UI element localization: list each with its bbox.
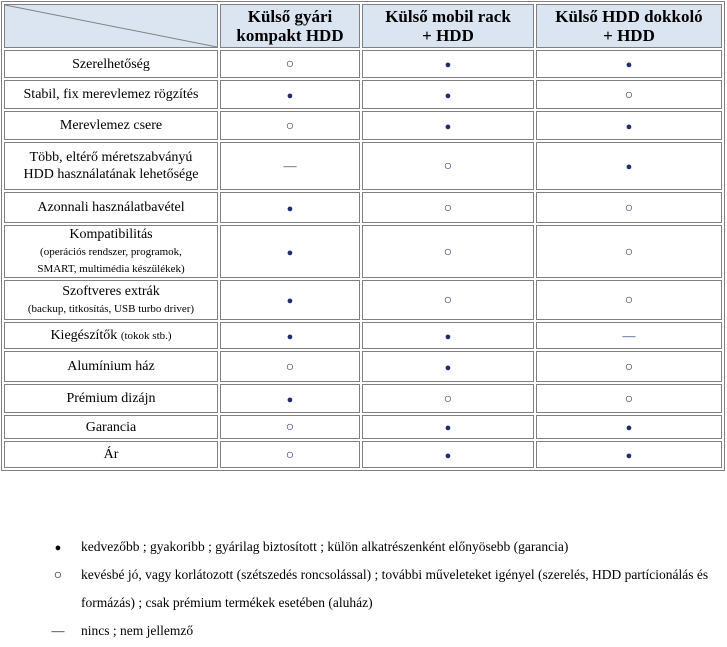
table-row: [4, 384, 722, 413]
empty-circle-icon: [444, 157, 452, 174]
table-row: [4, 50, 722, 78]
empty-circle-icon: [625, 243, 633, 260]
rating-cell: [536, 280, 722, 320]
table-row: [4, 351, 722, 382]
empty-circle-icon: [286, 418, 294, 435]
rating-cell: [362, 351, 534, 382]
rating-cell: [536, 80, 722, 109]
rating-cell: [220, 225, 360, 278]
filled-dot-icon: [445, 358, 452, 375]
filled-dot-icon: [50, 533, 66, 562]
empty-circle-icon: [444, 390, 452, 407]
row-label-text: Szerelhetőség: [72, 56, 150, 72]
empty-circle-icon: [625, 86, 633, 103]
empty-circle-icon: [286, 446, 294, 463]
row-label: [4, 50, 218, 78]
rating-cell: [362, 441, 534, 468]
rating-cell: [220, 415, 360, 439]
rating-cell: [536, 351, 722, 382]
table-row: [4, 80, 722, 109]
dash-icon: [284, 157, 297, 174]
rating-cell: [536, 111, 722, 140]
filled-dot-icon: [626, 418, 633, 435]
empty-circle-icon: [286, 55, 294, 72]
row-label-text: Kompatibilitás: [69, 227, 153, 242]
row-label: [4, 384, 218, 413]
rating-cell: [220, 111, 360, 140]
header-row: [4, 4, 722, 48]
empty-circle-icon: [286, 117, 294, 134]
filled-dot-icon: [626, 55, 633, 72]
rating-cell: [362, 384, 534, 413]
table-row: [4, 142, 722, 190]
row-label: [4, 441, 218, 468]
filled-dot-icon: [287, 291, 294, 308]
empty-circle-icon: [444, 291, 452, 308]
empty-circle-icon: [625, 291, 633, 308]
row-label-text: Stabil, fix merevlemez rögzítés: [23, 87, 199, 102]
rating-cell: [220, 280, 360, 320]
row-label: [4, 111, 218, 140]
diagonal-line: [5, 5, 217, 47]
row-label-note: (backup, titkosítás, USB turbo driver): [27, 303, 195, 315]
rating-cell: [536, 142, 722, 190]
filled-dot-icon: [445, 418, 452, 435]
legend-text: nincs ; nem jellemző: [81, 623, 194, 638]
row-label-text: Szoftveres extrák: [62, 284, 160, 299]
rating-cell: [536, 225, 722, 278]
row-label-text: Alumínium ház: [67, 359, 155, 374]
row-label: [4, 225, 218, 278]
table-row: [4, 225, 722, 278]
rating-cell: [536, 322, 722, 349]
rating-cell: [362, 280, 534, 320]
rating-cell: [220, 441, 360, 468]
rating-cell: [362, 50, 534, 78]
empty-circle-icon: [625, 390, 633, 407]
row-label-text: Merevlemez csere: [59, 118, 163, 133]
filled-dot-icon: [287, 327, 294, 344]
legend: [50, 533, 720, 645]
row-label: [4, 80, 218, 109]
row-label-text: Prémium dizájn: [66, 391, 156, 406]
row-label: [4, 142, 218, 190]
row-label-text: Kiegészítők: [50, 328, 118, 343]
table-row: [4, 322, 722, 349]
row-label: [4, 322, 218, 349]
legend-item: [50, 617, 720, 645]
empty-circle-icon: [50, 561, 66, 590]
legend-text: kevésbé jó, vagy korlátozott (szétszedés roncsolással) ; további műveleteket igényel (szerelés, HDD partícionálás és formázás) ; csak prémium termékek esetében (aluház): [81, 567, 709, 610]
empty-circle-icon: [444, 199, 452, 216]
filled-dot-icon: [287, 199, 294, 216]
table-row: [4, 415, 722, 439]
rating-cell: [220, 142, 360, 190]
rating-cell: [220, 322, 360, 349]
header-col-3: Külső HDD dokkoló + HDD: [536, 4, 722, 48]
rating-cell: [362, 142, 534, 190]
dash-icon: [623, 327, 636, 344]
row-label-text: Azonnali használatbavétel: [37, 200, 185, 215]
filled-dot-icon: [445, 446, 452, 463]
rating-cell: [536, 384, 722, 413]
filled-dot-icon: [287, 243, 294, 260]
empty-circle-icon: [625, 199, 633, 216]
row-label-text: Ár: [103, 447, 119, 462]
rating-cell: [536, 192, 722, 223]
filled-dot-icon: [445, 86, 452, 103]
legend-item: [50, 561, 720, 617]
filled-dot-icon: [445, 117, 452, 134]
rating-cell: [536, 50, 722, 78]
table-row: [4, 192, 722, 223]
row-label: [4, 415, 218, 439]
row-label: [4, 280, 218, 320]
filled-dot-icon: [287, 86, 294, 103]
filled-dot-icon: [445, 327, 452, 344]
rating-cell: [536, 415, 722, 439]
table-row: [4, 441, 722, 468]
table-row: [4, 280, 722, 320]
filled-dot-icon: [626, 117, 633, 134]
rating-cell: [220, 80, 360, 109]
empty-circle-icon: [286, 358, 294, 375]
row-label-text: Több, eltérő méretszabványú HDD használatának lehetősége: [23, 150, 199, 182]
rating-cell: [362, 322, 534, 349]
rating-cell: [536, 441, 722, 468]
comparison-table: [1, 1, 725, 471]
filled-dot-icon: [626, 157, 633, 174]
rating-cell: [220, 384, 360, 413]
rating-cell: [362, 225, 534, 278]
row-label: [4, 351, 218, 382]
rating-cell: [220, 351, 360, 382]
filled-dot-icon: [445, 55, 452, 72]
rating-cell: [362, 192, 534, 223]
table-row: [4, 111, 722, 140]
legend-item: [50, 533, 720, 561]
legend-text: kedvezőbb ; gyakoribb ; gyárilag biztosított ; külön alkatrészenként előnyösebb (garancia): [81, 539, 569, 554]
header-col-1: Külső gyári kompakt HDD: [220, 4, 360, 48]
corner-cell: [4, 4, 218, 48]
rating-cell: [220, 192, 360, 223]
rating-cell: [362, 111, 534, 140]
row-label-text: Garancia: [85, 419, 137, 435]
header-col-2: Külső mobil rack + HDD: [362, 4, 534, 48]
dash-icon: [50, 617, 66, 645]
rating-cell: [220, 50, 360, 78]
rating-cell: [362, 80, 534, 109]
filled-dot-icon: [626, 446, 633, 463]
row-label: [4, 192, 218, 223]
empty-circle-icon: [444, 243, 452, 260]
row-label-note: (operációs rendszer, programok, SMART, multimédia készülékek): [37, 246, 185, 275]
filled-dot-icon: [287, 390, 294, 407]
row-label-note: (tokok stb.): [120, 330, 172, 342]
rating-cell: [362, 415, 534, 439]
empty-circle-icon: [625, 358, 633, 375]
